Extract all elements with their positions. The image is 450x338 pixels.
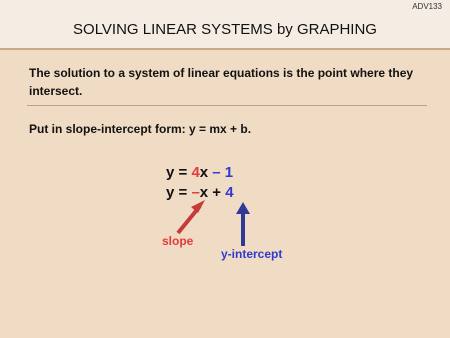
instruction-paragraph: Put in slope-intercept form: y = mx + b. (29, 122, 252, 136)
slope-arrow-head (191, 200, 205, 213)
slope-label: slope (162, 234, 194, 248)
equation-1-prefix: y = (166, 164, 192, 181)
slide-code: ADV133 (412, 2, 442, 11)
intro-paragraph: The solution to a system of linear equations is the point where they intersect. (29, 66, 414, 98)
equation-2-prefix: y = (166, 184, 192, 201)
y-intercept-label: y-intercept (221, 247, 283, 261)
equation-2-x: x + (199, 184, 226, 201)
intercept-arrow-head (236, 202, 250, 214)
equation-1-slope: 4 (191, 164, 200, 181)
slide-title: SOLVING LINEAR SYSTEMS by GRAPHING (73, 21, 377, 38)
equation-1-x: x (199, 164, 213, 181)
equation-1-intercept: – 1 (212, 164, 234, 181)
equation-2-intercept: 4 (225, 184, 234, 201)
equation-2-slope: – (191, 184, 200, 201)
